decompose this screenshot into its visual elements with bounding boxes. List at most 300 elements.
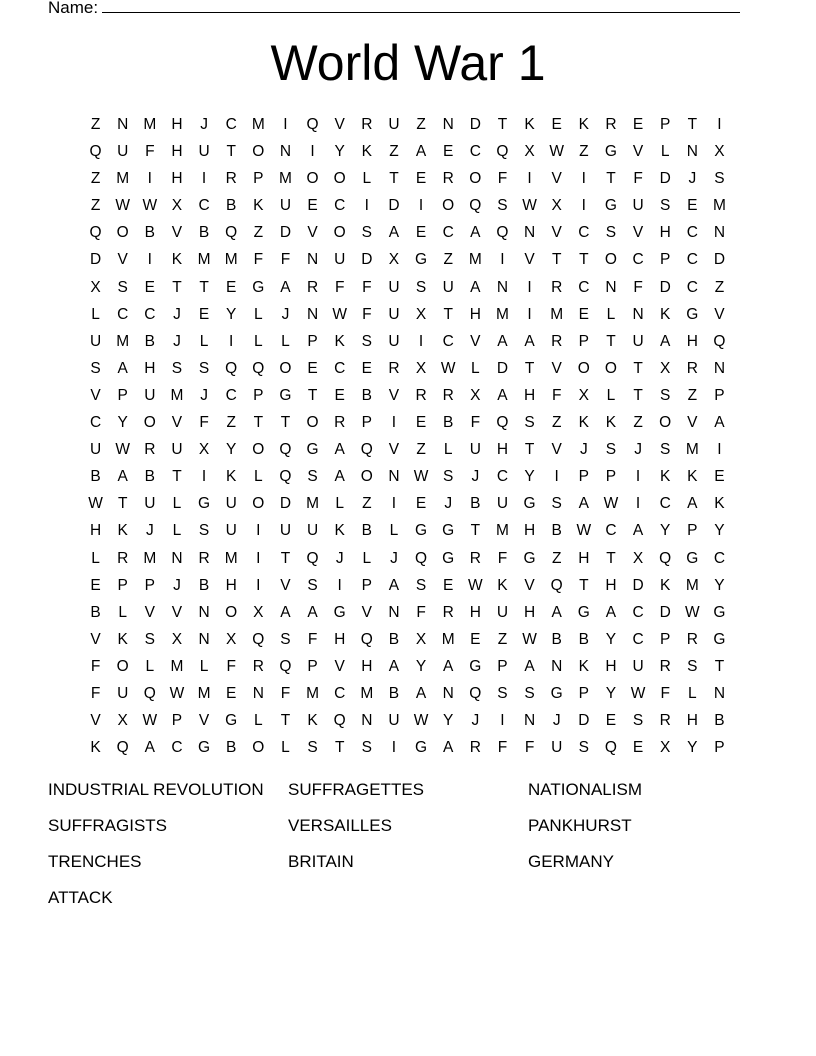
grid-letter: Z <box>497 630 508 648</box>
grid-letter: E <box>443 576 454 594</box>
grid-letter: Z <box>253 224 264 242</box>
grid-letter: S <box>605 441 617 459</box>
grid-letter: Q <box>252 630 265 648</box>
grid-letter: Y <box>660 522 671 540</box>
grid-letter: V <box>90 630 101 648</box>
grid-letter: Y <box>687 739 698 757</box>
grid-letter: A <box>632 522 644 540</box>
grid-row <box>82 219 733 246</box>
grid-row <box>82 409 733 436</box>
grid-letter: A <box>605 603 617 621</box>
grid-letter: O <box>252 143 265 161</box>
grid-letter: G <box>523 549 536 567</box>
grid-letter: H <box>171 116 183 133</box>
grid-letter: X <box>714 143 725 161</box>
grid-letter: R <box>252 657 264 675</box>
grid-letter: I <box>391 739 397 757</box>
grid-letter: W <box>169 684 185 702</box>
grid-letter: Q <box>306 116 319 133</box>
grid-letter: V <box>470 332 481 350</box>
grid-letter: M <box>306 684 320 702</box>
grid-letter: E <box>144 278 155 296</box>
grid-letter: W <box>413 712 429 730</box>
grid-letter: V <box>90 712 101 730</box>
grid-letter: K <box>578 414 589 432</box>
grid-row <box>82 490 733 517</box>
grid-letter: Q <box>333 712 346 730</box>
grid-letter: T <box>172 278 182 296</box>
grid-letter: S <box>144 630 155 648</box>
word-list-item: ATTACK <box>48 888 113 907</box>
grid-letter: A <box>497 332 508 350</box>
grid-letter: G <box>604 143 617 161</box>
grid-letter: M <box>116 170 130 188</box>
grid-letter: T <box>606 170 616 188</box>
grid-letter: T <box>524 441 535 459</box>
grid-letter: L <box>606 305 616 323</box>
word-list-item: INDUSTRIAL REVOLUTION <box>48 780 264 799</box>
grid-letter: P <box>171 712 183 730</box>
grid-letter: I <box>527 170 532 188</box>
grid-letter: K <box>117 630 128 648</box>
grid-letter: U <box>632 332 644 350</box>
grid-row <box>82 274 733 301</box>
grid-letter: E <box>334 386 345 404</box>
grid-letter: Y <box>605 630 617 648</box>
grid-letter: W <box>142 712 158 730</box>
grid-letter: V <box>551 441 562 459</box>
grid-letter: C <box>171 739 183 757</box>
grid-letter: U <box>469 441 481 459</box>
grid-letter: M <box>360 684 374 702</box>
grid-letter: A <box>578 495 589 513</box>
grid-letter: B <box>90 468 101 486</box>
grid-letter: L <box>172 522 182 540</box>
grid-row <box>82 436 733 463</box>
grid-letter: W <box>549 143 564 161</box>
grid-letter: N <box>306 305 319 323</box>
grid-letter: L <box>254 305 263 323</box>
grid-letter: L <box>118 603 127 621</box>
grid-letter: S <box>117 278 128 296</box>
grid-letter: C <box>578 224 590 242</box>
grid-letter: K <box>660 468 671 486</box>
grid-letter: I <box>337 576 342 594</box>
grid-letter: K <box>90 739 101 757</box>
grid-letter: G <box>442 522 455 540</box>
grid-letter: S <box>605 224 617 242</box>
grid-letter: C <box>686 278 698 296</box>
grid-letter: Q <box>496 224 509 242</box>
grid-letter: G <box>713 630 726 648</box>
grid-letter: K <box>660 576 671 594</box>
grid-letter: P <box>578 684 589 702</box>
grid-letter: C <box>632 603 644 621</box>
grid-letter: X <box>171 197 183 215</box>
grid-letter: N <box>117 116 129 133</box>
grid-letter: M <box>441 630 455 648</box>
grid-letter: C <box>89 414 102 432</box>
grid-letter: H <box>225 576 237 594</box>
grid-letter: A <box>415 684 427 702</box>
grid-row <box>82 599 733 626</box>
grid-letter: I <box>391 495 397 513</box>
grid-letter: H <box>523 522 536 540</box>
grid-letter: G <box>577 603 590 621</box>
grid-letter: J <box>579 441 588 459</box>
grid-letter: J <box>173 332 181 350</box>
grid-letter: F <box>199 414 209 432</box>
grid-row <box>82 572 733 599</box>
grid-letter: H <box>686 332 698 350</box>
grid-letter: J <box>552 712 561 730</box>
word-list-row <box>48 814 768 850</box>
grid-letter: G <box>225 712 238 730</box>
grid-letter: P <box>714 386 725 404</box>
word-list-item: TRENCHES <box>48 852 142 871</box>
grid-row <box>82 382 733 409</box>
grid-letter: D <box>388 197 400 215</box>
grid-letter: I <box>147 251 152 269</box>
grid-letter: A <box>687 495 698 513</box>
grid-letter: U <box>388 278 400 296</box>
grid-letter: C <box>117 305 129 323</box>
grid-letter: E <box>415 495 427 513</box>
grid-letter: B <box>144 468 155 486</box>
grid-letter: C <box>713 549 726 567</box>
grid-letter: S <box>551 495 562 513</box>
grid-letter: G <box>415 522 428 540</box>
grid-letter: Q <box>143 684 156 702</box>
grid-letter: F <box>362 305 372 323</box>
grid-letter: P <box>497 657 508 675</box>
grid-letter: I <box>201 468 207 486</box>
grid-letter: U <box>496 603 509 621</box>
word-list-item: PANKHURST <box>528 816 632 835</box>
grid-letter: T <box>687 116 698 133</box>
grid-letter: U <box>388 712 400 730</box>
grid-letter: Q <box>116 739 129 757</box>
grid-letter: I <box>717 116 722 133</box>
grid-letter: O <box>252 739 265 757</box>
grid-letter: H <box>605 576 617 594</box>
grid-letter: G <box>523 495 536 513</box>
grid-letter: T <box>606 332 616 350</box>
grid-letter: R <box>469 549 481 567</box>
grid-letter: U <box>632 197 644 215</box>
grid-letter: M <box>495 305 509 323</box>
grid-letter: W <box>115 197 130 215</box>
grid-letter: F <box>633 170 643 188</box>
grid-letter: J <box>200 116 208 133</box>
grid-letter: V <box>524 251 535 269</box>
grid-letter: Q <box>360 441 373 459</box>
grid-letter: G <box>333 603 346 621</box>
grid-letter: A <box>524 657 535 675</box>
grid-letter: S <box>660 386 671 404</box>
grid-letter: M <box>197 684 211 702</box>
grid-letter: I <box>391 414 397 432</box>
grid-letter: M <box>224 549 238 567</box>
grid-letter: E <box>687 197 698 215</box>
grid-letter: G <box>604 197 617 215</box>
grid-letter: I <box>527 278 532 296</box>
grid-letter: F <box>362 278 372 296</box>
grid-letter: A <box>443 657 454 675</box>
grid-letter: G <box>279 386 292 404</box>
grid-letter: F <box>280 251 291 269</box>
grid-letter: P <box>578 332 589 350</box>
grid-letter: Q <box>604 739 617 757</box>
grid-letter: N <box>388 468 400 486</box>
grid-letter: R <box>469 739 481 757</box>
grid-letter: A <box>524 332 535 350</box>
grid-letter: T <box>633 386 643 404</box>
grid-letter: X <box>632 549 644 567</box>
grid-letter: F <box>497 549 508 567</box>
grid-letter: T <box>606 549 616 567</box>
grid-letter: L <box>145 657 155 675</box>
grid-letter: E <box>605 712 617 730</box>
grid-letter: V <box>280 576 291 594</box>
grid-letter: R <box>659 657 671 675</box>
grid-letter: H <box>578 549 590 567</box>
grid-letter: M <box>197 251 211 269</box>
grid-letter: W <box>630 684 646 702</box>
grid-letter: B <box>551 522 562 540</box>
grid-letter: H <box>171 170 183 188</box>
grid-letter: Z <box>687 386 698 404</box>
grid-letter: S <box>361 224 372 242</box>
grid-letter: U <box>171 441 183 459</box>
grid-letter: N <box>605 278 617 296</box>
grid-letter: C <box>496 468 509 486</box>
grid-letter: G <box>198 739 211 757</box>
grid-letter: U <box>388 305 400 323</box>
grid-letter: L <box>91 305 100 323</box>
grid-letter: T <box>199 278 209 296</box>
grid-row <box>82 138 733 165</box>
grid-letter: G <box>415 739 428 757</box>
grid-letter: B <box>144 224 155 242</box>
grid-letter: P <box>253 386 264 404</box>
grid-letter: R <box>225 170 237 188</box>
grid-letter: R <box>306 278 319 296</box>
grid-row <box>82 355 733 382</box>
grid-letter: V <box>714 305 725 323</box>
grid-row <box>82 707 733 734</box>
grid-letter: K <box>253 197 264 215</box>
grid-letter: F <box>145 143 155 161</box>
grid-letter: N <box>551 657 563 675</box>
grid-letter: J <box>471 468 480 486</box>
grid-letter: Q <box>89 224 102 242</box>
grid-letter: P <box>687 522 698 540</box>
grid-letter: G <box>550 684 563 702</box>
grid-letter: Q <box>89 143 102 161</box>
grid-letter: A <box>497 386 508 404</box>
grid-letter: Q <box>225 359 238 377</box>
grid-letter: B <box>388 684 400 702</box>
grid-letter: W <box>332 305 347 323</box>
grid-row <box>82 626 733 653</box>
grid-letter: E <box>443 143 454 161</box>
grid-letter: C <box>632 251 644 269</box>
grid-row <box>82 165 733 192</box>
grid-letter: S <box>443 468 454 486</box>
grid-letter: Q <box>496 414 509 432</box>
grid-letter: W <box>413 468 429 486</box>
word-list-item: GERMANY <box>528 852 614 871</box>
grid-letter: B <box>198 224 210 242</box>
grid-letter: M <box>685 441 699 459</box>
grid-letter: N <box>388 603 400 621</box>
grid-letter: L <box>254 468 263 486</box>
grid-letter: J <box>145 522 154 540</box>
grid-letter: U <box>144 386 156 404</box>
grid-letter: L <box>199 657 209 675</box>
grid-letter: R <box>388 359 400 377</box>
grid-letter: A <box>388 224 400 242</box>
grid-letter: U <box>306 522 319 540</box>
grid-letter: K <box>497 576 508 594</box>
grid-letter: A <box>443 739 454 757</box>
grid-letter: V <box>198 712 210 730</box>
grid-letter: Q <box>279 468 292 486</box>
grid-letter: O <box>279 359 292 377</box>
grid-letter: R <box>144 441 156 459</box>
grid-letter: Y <box>117 414 128 432</box>
grid-letter: S <box>497 197 508 215</box>
grid-letter: Q <box>225 224 238 242</box>
grid-letter: Z <box>226 414 236 432</box>
grid-letter: G <box>469 657 482 675</box>
grid-letter: U <box>551 739 563 757</box>
grid-letter: K <box>361 143 372 161</box>
grid-letter: R <box>415 386 427 404</box>
grid-letter: B <box>470 495 481 513</box>
grid-letter: A <box>470 278 481 296</box>
grid-row <box>82 517 733 544</box>
grid-letter: I <box>418 197 424 215</box>
grid-letter: S <box>307 576 318 594</box>
grid-letter: O <box>252 441 265 459</box>
grid-letter: K <box>714 495 725 513</box>
grid-letter: O <box>252 495 265 513</box>
grid-letter: M <box>170 386 184 404</box>
grid-letter: W <box>522 197 537 215</box>
grid-letter: V <box>524 576 535 594</box>
grid-letter: A <box>280 278 291 296</box>
grid-letter: Y <box>524 468 535 486</box>
grid-letter: S <box>361 739 372 757</box>
grid-letter: X <box>470 386 481 404</box>
grid-letter: D <box>469 116 481 133</box>
grid-letter: P <box>578 468 589 486</box>
grid-letter: Q <box>469 684 482 702</box>
grid-letter: F <box>307 630 318 648</box>
grid-letter: F <box>253 251 264 269</box>
grid-letter: S <box>497 684 508 702</box>
grid-letter: A <box>470 224 481 242</box>
grid-letter: J <box>634 441 642 459</box>
grid-letter: Q <box>713 332 726 350</box>
grid-letter: X <box>415 305 427 323</box>
grid-letter: F <box>551 386 562 404</box>
grid-letter: R <box>117 549 129 567</box>
grid-letter: D <box>279 495 292 513</box>
grid-letter: N <box>306 251 319 269</box>
grid-letter: T <box>280 414 291 432</box>
grid-letter: Y <box>714 576 725 594</box>
grid-letter: Z <box>90 170 101 188</box>
grid-letter: D <box>279 224 292 242</box>
grid-letter: C <box>144 305 156 323</box>
grid-letter: T <box>497 116 508 133</box>
grid-letter: W <box>576 522 592 540</box>
grid-letter: V <box>171 414 183 432</box>
grid-letter: P <box>144 576 155 594</box>
grid-letter: D <box>713 251 726 269</box>
grid-letter: V <box>334 116 345 133</box>
grid-letter: S <box>361 332 372 350</box>
grid-letter: X <box>253 603 264 621</box>
grid-letter: B <box>443 414 454 432</box>
grid-letter: M <box>468 251 482 269</box>
grid-letter: K <box>334 332 345 350</box>
grid-letter: H <box>659 224 671 242</box>
grid-letter: N <box>198 603 210 621</box>
grid-letter: Z <box>416 116 426 133</box>
grid-letter: Z <box>362 495 372 513</box>
grid-letter: F <box>226 657 236 675</box>
grid-letter: Z <box>90 197 101 215</box>
grid-letter: G <box>713 603 726 621</box>
grid-letter: M <box>550 305 564 323</box>
grid-letter: P <box>660 251 671 269</box>
grid-letter: S <box>660 441 671 459</box>
grid-letter: S <box>687 657 698 675</box>
grid-letter: N <box>686 143 698 161</box>
grid-letter: O <box>469 170 482 188</box>
grid-letter: F <box>90 684 101 702</box>
grid-letter: K <box>307 712 318 730</box>
grid-letter: S <box>90 359 101 377</box>
grid-letter: P <box>361 414 372 432</box>
grid-letter: M <box>143 116 157 133</box>
grid-letter: E <box>470 630 481 648</box>
grid-letter: W <box>142 197 158 215</box>
grid-letter: T <box>470 522 481 540</box>
grid-letter: P <box>605 468 617 486</box>
grid-letter: H <box>469 305 481 323</box>
grid-letter: M <box>143 549 157 567</box>
grid-letter: N <box>171 549 183 567</box>
grid-letter: H <box>605 657 617 675</box>
grid-letter: V <box>632 224 644 242</box>
grid-letter: D <box>496 359 509 377</box>
grid-letter: S <box>307 468 318 486</box>
name-field <box>48 0 740 18</box>
grid-letter: E <box>578 305 589 323</box>
grid-letter: A <box>334 468 345 486</box>
grid-letter: T <box>633 359 643 377</box>
grid-letter: U <box>89 332 102 350</box>
grid-letter: J <box>200 386 208 404</box>
name-blank-line <box>102 0 740 13</box>
grid-letter: B <box>361 386 372 404</box>
grid-letter: M <box>116 332 130 350</box>
